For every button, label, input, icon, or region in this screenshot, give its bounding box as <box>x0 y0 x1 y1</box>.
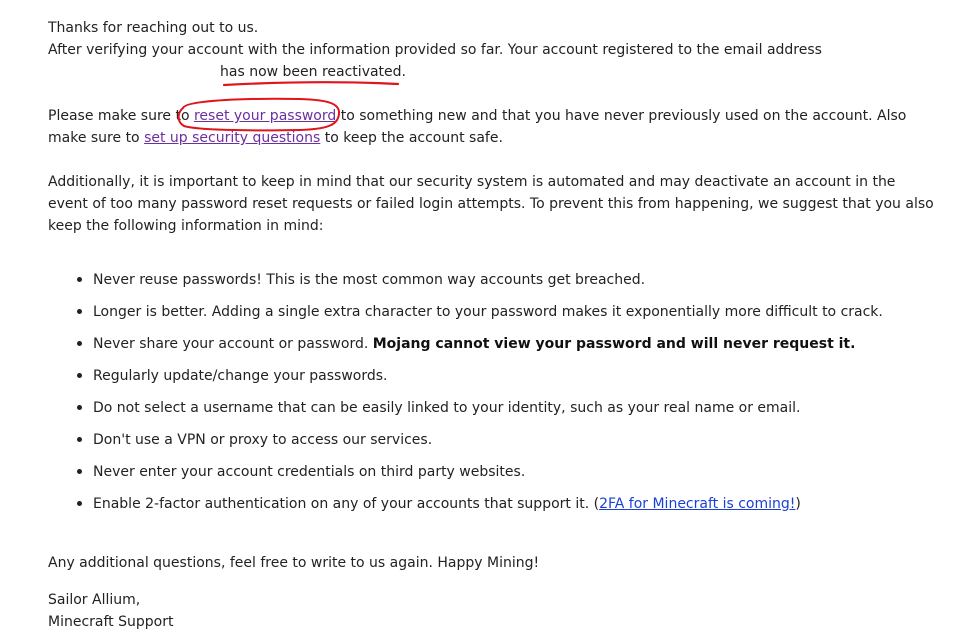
bullet-icon <box>77 437 82 442</box>
bullet-icon <box>77 469 82 474</box>
list-item <box>93 300 883 332</box>
reset-password-link[interactable]: reset your password <box>193 108 337 124</box>
list-item-text: Do not select a username that can be easily linked to your identity, such as your real name or email. <box>93 400 801 416</box>
greeting: Thanks for reaching out to us. <box>48 20 259 36</box>
list-item <box>93 364 883 396</box>
list-item-text: Enable 2-factor authentication on any of your accounts that support it. ( <box>93 496 600 512</box>
list-item <box>93 332 883 364</box>
bullet-icon <box>77 309 82 314</box>
para2-mid: to something new and that you have never previously used on the account. Also make sure to <box>48 108 907 146</box>
bullet-icon <box>77 277 82 282</box>
list-item-text: Never reuse passwords! This is the most common way accounts get breached. <box>93 272 646 288</box>
closing-line: Any additional questions, feel free to write to us again. Happy Mining! <box>48 555 540 571</box>
list-item <box>93 428 883 460</box>
paren-close: ) <box>795 496 801 512</box>
signature-team: Minecraft Support <box>48 614 174 630</box>
reactivated-line <box>48 61 934 83</box>
bullet-icon <box>77 373 82 378</box>
security-questions-link[interactable]: set up security questions <box>144 130 321 146</box>
list-item-text: Don't use a VPN or proxy to access our services. <box>93 432 433 448</box>
bullet-icon <box>77 341 82 346</box>
bold-warning: Mojang cannot view your password and will never request it. <box>372 336 856 352</box>
list-item-text: Regularly update/change your passwords. <box>93 368 388 384</box>
security-paragraph: Additionally, it is important to keep in mind that our security system is automated and may deactivate an account in the event of too many password reset requests or failed login attempts. To prevent this from happening, we suggest that you also keep the following information in mind: <box>48 174 934 234</box>
verify-line: After verifying your account with the information provided so far. Your account registered to the email address <box>48 42 822 58</box>
list-item-text: Never share your account or password. <box>93 336 373 352</box>
bullet-icon <box>77 501 82 506</box>
list-item <box>93 460 883 492</box>
2fa-link[interactable]: 2FA for Minecraft is coming! <box>599 496 796 512</box>
list-item <box>93 268 883 300</box>
para2-pre: Please make sure to <box>48 108 194 124</box>
reactivated-text: has now been reactivated. <box>220 64 406 80</box>
para2-post: to keep the account safe. <box>320 130 503 146</box>
list-item-text: Never enter your account credentials on third party websites. <box>93 464 526 480</box>
list-item <box>93 396 883 428</box>
list-item <box>93 492 883 524</box>
signature-name: Sailor Allium, <box>48 592 141 608</box>
bullet-icon <box>77 405 82 410</box>
password-paragraph <box>48 105 934 149</box>
tips-list <box>48 268 883 524</box>
list-item-text: Longer is better. Adding a single extra character to your password makes it exponentially more difficult to crack. <box>93 304 883 320</box>
